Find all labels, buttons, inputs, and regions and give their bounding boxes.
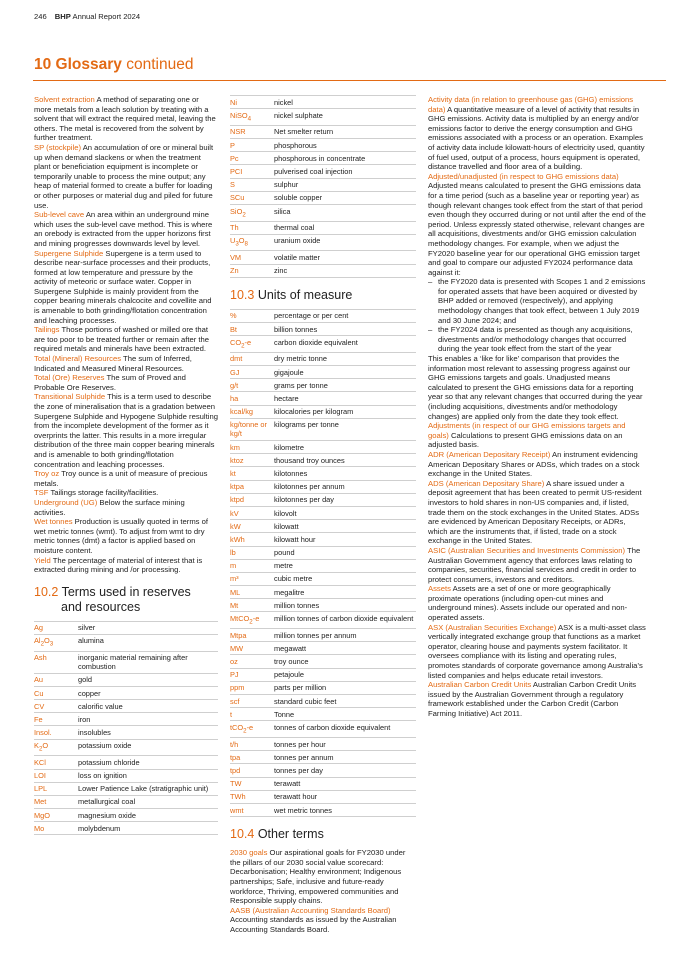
term: SP (stockpile) (34, 142, 81, 152)
table-row (230, 586, 416, 599)
table-row (230, 309, 416, 322)
table-row (230, 454, 416, 467)
abbreviation: kW (230, 520, 274, 533)
title-main: 10 Glossary (34, 56, 122, 73)
table-row (230, 152, 416, 165)
table-row (230, 804, 416, 817)
meaning: grams per tonne (274, 379, 416, 392)
term: Supergene Sulphide (34, 248, 104, 258)
abbreviation: dmt (230, 352, 274, 365)
abbreviation: t (230, 708, 274, 721)
section-title-line1: Terms used in reserves (61, 584, 191, 599)
table-row (230, 520, 416, 533)
section-heading-10-3 (230, 288, 416, 303)
glossary-entry (34, 392, 218, 469)
definition: An area within an underground mine which uses the sub-level cave method. This is where an orebody is extracted from the upper horizons first and mining progresses downwards level by level. (34, 210, 213, 248)
meaning: nickel (274, 96, 416, 109)
glossary-entries (428, 421, 646, 718)
bullet-item: – the FY2024 data is presented as though any acquisitions, divestments and/or methodology changes that occurred during the year took effect from the start of the year (438, 325, 646, 354)
meaning: Lower Patience Lake (stratigraphic unit) (78, 782, 218, 795)
meaning: molybdenum (78, 822, 218, 835)
column-2 (230, 95, 416, 935)
abbreviation: ML (230, 586, 274, 599)
meaning: kilocalories per kilogram (274, 405, 416, 418)
glossary-entry (34, 373, 218, 392)
page-header (34, 12, 140, 21)
meaning: parts per million (274, 681, 416, 694)
meaning: copper (78, 686, 218, 699)
definition: Accounting standards as issued by the Australian Accounting Standards Board. (230, 915, 397, 934)
abbreviation: Th (230, 221, 274, 234)
definition-continued: This enables a ‘like for like’ comparison that provides the information most relevant to assessing progress against our GHG emissions targets and goals. Unadjusted means calculated to present the GHG emissions data for a reporting year so that any relevant changes that occurred during the year (including acquisitions, divestments and/or methodology changes) are applied only from the date they took effect. (428, 354, 643, 421)
glossary-entries (34, 95, 218, 575)
meaning: gold (78, 673, 218, 686)
abbreviation: ha (230, 392, 274, 405)
meaning: kilowatt hour (274, 533, 416, 546)
table-row (230, 642, 416, 655)
meaning: soluble copper (274, 191, 416, 204)
table-row (230, 695, 416, 708)
term: Assets (428, 584, 451, 594)
abbreviation: tpd (230, 764, 274, 777)
definition: A quantitative measure of a level of activity that results in GHG emissions. Activity data is multiplied by an energy and/or emissions factor to derive the energy consumption and GHG emissions associated with a process or an operation. Examples of activity data include kilowatt-hours of electricity used, quantity of fuel used, output of a process, hours equipment is operated, distance travelled and floor area of a building. (428, 104, 645, 172)
meaning: carbon dioxide equivalent (274, 336, 416, 353)
abbreviation: % (230, 309, 274, 322)
glossary-entry (428, 623, 646, 681)
table-row (34, 713, 218, 726)
table-row (34, 686, 218, 699)
table-row (230, 629, 416, 642)
section-number: 10.2 (34, 584, 59, 599)
section-number: 10.3 (230, 287, 255, 302)
term: Total (Mineral) Resources (34, 354, 122, 364)
table-row (230, 493, 416, 506)
glossary-entry (428, 479, 646, 546)
table-row (230, 405, 416, 418)
table-row (230, 366, 416, 379)
term: ADR (American Depositary Receipt) (428, 449, 551, 459)
meaning: metallurgical coal (78, 795, 218, 808)
table-row (34, 809, 218, 822)
glossary-entry (34, 469, 218, 488)
definition: ASX is a multi-asset class vertically integrated exchange group that functions as a market operator, clearing house and payments system facilitator. It oversees compliance with its listing and operating rules, promotes standards of corporate governance among Australia’s listed companies and helps educate retail investors. (428, 622, 646, 680)
definition: The Australian Government agency that enforces laws relating to companies, securities, financial services and credit in order to protect consumers, investors and creditors. (428, 545, 641, 584)
abbreviation: m³ (230, 572, 274, 585)
abbreviation: MgO (34, 809, 78, 822)
units-table (230, 309, 416, 817)
meaning: million tonnes (274, 599, 416, 612)
glossary-entry (428, 546, 646, 584)
definition: The sum of Inferred, Indicated and Measured Mineral Resources. (34, 354, 192, 373)
table-row (230, 379, 416, 392)
meaning: pound (274, 546, 416, 559)
abbreviation: scf (230, 695, 274, 708)
abbreviation: lb (230, 546, 274, 559)
abbreviation: MtCO$_2$-e (230, 612, 274, 629)
abbreviation: Bt (230, 323, 274, 336)
term: 2030 goals (230, 848, 268, 858)
table-row (230, 418, 416, 440)
meaning: Tonne (274, 708, 416, 721)
abbreviation: CV (34, 700, 78, 713)
glossary-entry (34, 325, 218, 354)
table-row (230, 599, 416, 612)
table-row (34, 756, 218, 769)
glossary-entry (428, 680, 646, 718)
term: Activity data (in relation to greenhouse gas (GHG) emissions data) (428, 95, 634, 114)
table-row (230, 764, 416, 777)
meaning: iron (78, 713, 218, 726)
section-title: Other terms (257, 827, 324, 842)
abbreviation: t/h (230, 738, 274, 751)
title-rule (33, 80, 666, 81)
term: ADS (American Depositary Share) (428, 478, 545, 488)
meaning: kilograms per tonne (274, 418, 416, 440)
abbreviation: Pc (230, 152, 274, 165)
definition: Adjusted means calculated to present the GHG emissions data for a time period (such as a baseline year or reporting year) as though relevant changes took effect from the start of that period even though they occurred during or not until after the end of the period. Unless expressly stated otherwise, relevant changes are all acquisitions, divestments and/or GHG emission calculation methodology changes. For example, when we adjust the FY2020 baseline year for our operational GHG emission target and goal to compare our adjusted FY2024 performance data against it: (428, 181, 646, 277)
definition: The sum of Proved and Probable Ore Reserves. (34, 373, 186, 392)
meaning: phosphorous in concentrate (274, 152, 416, 165)
definition: An accumulation of ore or mineral built up when demand slackens or when the treatment plant or beneficiation equipment is incomplete or temporarily unable to process the mine output; any heap of material formed to create a buffer for loading or other purposes or material dug and piled for future use. (34, 142, 214, 210)
definition: Assets are a set of one or more geographically proximate operations (including open-cut mines and underground mines). Assets include our operated and non-operated assets. (428, 584, 628, 623)
table-row (230, 777, 416, 790)
abbreviation: LOI (34, 769, 78, 782)
definition: Troy ounce is a unit of measure of precious metals. (34, 469, 208, 488)
meaning: nickel sulphate (274, 109, 416, 126)
table-row (230, 738, 416, 751)
term: Adjustments (in respect of our GHG emissions targets and goals) (428, 421, 626, 440)
abbreviation: PCI (230, 165, 274, 178)
meaning: loss on ignition (78, 769, 218, 782)
abbreviation: PJ (230, 668, 274, 681)
meaning: kilowatt (274, 520, 416, 533)
abbreviation: KCl (34, 756, 78, 769)
meaning: kilotonnes (274, 467, 416, 480)
abbreviation: GJ (230, 366, 274, 379)
table-row (230, 721, 416, 738)
term: Sub-level cave (34, 210, 85, 220)
term: Wet tonnes (34, 517, 73, 527)
table-row (34, 621, 218, 634)
company-name: BHP (54, 12, 71, 21)
table-row (230, 790, 416, 803)
meaning: petajoule (274, 668, 416, 681)
abbreviation: Met (34, 795, 78, 808)
meaning: potassium chloride (78, 756, 218, 769)
table-row (230, 441, 416, 454)
abbreviation: VM (230, 251, 274, 264)
meaning: dry metric tonne (274, 352, 416, 365)
table-row (34, 795, 218, 808)
abbreviation: ktoz (230, 454, 274, 467)
abbreviation: ktpd (230, 493, 274, 506)
abbreviation: Fe (34, 713, 78, 726)
table-row (230, 480, 416, 493)
meaning: sulphur (274, 178, 416, 191)
definition: Production is usually quoted in terms of wet metric tonnes (wmt). To adjust from wmt to dry metric tonnes (dmt) a factor is applied based on moisture content. (34, 517, 208, 555)
glossary-entry (34, 210, 218, 248)
table-row (230, 352, 416, 365)
table-row (230, 751, 416, 764)
glossary-entry (34, 556, 218, 575)
meaning: inorganic material remaining after combustion (78, 651, 218, 673)
abbreviation: g/t (230, 379, 274, 392)
meaning: alumina (78, 634, 218, 651)
abbreviation: LPL (34, 782, 78, 795)
term: TSF (34, 488, 49, 498)
term: ASX (Australian Securities Exchange) (428, 622, 557, 632)
abbreviation: m (230, 559, 274, 572)
table-row (34, 673, 218, 686)
glossary-entry (34, 488, 218, 498)
meaning: troy ounce (274, 655, 416, 668)
definition: This is a term used to describe the zone of mineralisation that is a gradation between Supergene Sulphide and Hypogene Sulphide resulting from the incomplete development of the former as it overprints the latter. This results in a more irregular distribution of the three main copper bearing minerals and is amenable to both grinding/flotation concentration and leaching processes. (34, 392, 218, 469)
abbreviation: Mtpa (230, 629, 274, 642)
abbreviation: Ag (34, 621, 78, 634)
glossary-entry (428, 172, 646, 278)
meaning: gigajoule (274, 366, 416, 379)
section-title: Units of measure (257, 287, 353, 302)
table-row (230, 234, 416, 251)
meaning: calorific value (78, 700, 218, 713)
term: Australian Carbon Credit Units (428, 680, 532, 690)
term: ASIC (Australian Securities and Investments Commission) (428, 545, 626, 555)
meaning: kilotonnes per annum (274, 480, 416, 493)
meaning: tonnes of carbon dioxide equivalent (274, 721, 416, 738)
glossary-entry (34, 95, 218, 143)
glossary-entry (428, 421, 646, 450)
table-row (34, 822, 218, 835)
definition: Below the surface mining activities. (34, 497, 185, 517)
reserves-terms-table-cont (230, 95, 416, 278)
abbreviation: TW (230, 777, 274, 790)
meaning: terawatt hour (274, 790, 416, 803)
table-row (230, 668, 416, 681)
page-title (34, 56, 193, 74)
table-row (230, 612, 416, 629)
abbreviation: $CO_2-e$ (230, 336, 274, 353)
abbreviation: kg/tonne or kg/t (230, 418, 274, 440)
abbreviation: kWh (230, 533, 274, 546)
glossary-entry (34, 517, 218, 555)
table-row (230, 336, 416, 353)
meaning: potassium oxide (78, 739, 218, 756)
glossary-entry (34, 143, 218, 210)
table-row (230, 178, 416, 191)
table-row (230, 392, 416, 405)
definition: Tailings storage facility/facilities. (50, 488, 159, 498)
table-row (34, 651, 218, 673)
abbreviation: $U_3O_8$ (230, 234, 274, 251)
term: Total (Ore) Reserves (34, 373, 105, 383)
table-row (34, 782, 218, 795)
term: Troy oz (34, 469, 60, 479)
abbreviation: Mt (230, 599, 274, 612)
section-heading-10-4 (230, 827, 416, 842)
abbreviation: tpa (230, 751, 274, 764)
glossary-entry (428, 95, 646, 172)
meaning: million tonnes per annum (274, 629, 416, 642)
table-row (230, 323, 416, 336)
abbreviation: P (230, 139, 274, 152)
glossary-entry (428, 584, 646, 622)
meaning: thousand troy ounces (274, 454, 416, 467)
table-row (230, 655, 416, 668)
meaning: thermal coal (274, 221, 416, 234)
meaning: insolubles (78, 726, 218, 739)
term: Transitional Sulphide (34, 392, 106, 402)
title-continued: continued (126, 56, 194, 73)
meaning: zinc (274, 264, 416, 277)
abbreviation: ktpa (230, 480, 274, 493)
reserves-terms-table (34, 621, 218, 836)
meaning: standard cubic feet (274, 695, 416, 708)
abbreviation: Au (34, 673, 78, 686)
abbreviation: MW (230, 642, 274, 655)
abbreviation: kV (230, 506, 274, 519)
table-row (230, 204, 416, 221)
abbreviation: wmt (230, 804, 274, 817)
definition: A share issued under a deposit agreement that has been created to permit US-resident investors to hold shares in non-US companies and, if listed, trade them on the stock exchanges in the United States. ADSs are evidenced by American Depositary Receipts, or ADRs, which are the instruments that, if listed, trade on a stock exchange in the United States. (428, 478, 642, 546)
abbreviation: TWh (230, 790, 274, 803)
meaning: magnesium oxide (78, 809, 218, 822)
table-row (230, 467, 416, 480)
table-row (230, 139, 416, 152)
meaning: uranium oxide (274, 234, 416, 251)
table-row (230, 109, 416, 126)
abbreviation: Cu (34, 686, 78, 699)
glossary-entry (230, 848, 416, 906)
section-heading-10-2 (34, 585, 218, 615)
table-row (230, 165, 416, 178)
table-row (230, 681, 416, 694)
abbreviation: tCO$_2$-e (230, 721, 274, 738)
abbreviation: $K_2O$ (34, 739, 78, 756)
meaning: megalitre (274, 586, 416, 599)
abbreviation: SiO$_2$ (230, 204, 274, 221)
table-row (34, 726, 218, 739)
report-name: Annual Report 2024 (72, 12, 141, 21)
meaning: kilotonnes per day (274, 493, 416, 506)
meaning: hectare (274, 392, 416, 405)
abbreviation: $Al_2O_3$ (34, 634, 78, 651)
meaning: volatile matter (274, 251, 416, 264)
abbreviation: kcal/kg (230, 405, 274, 418)
term: Tailings (34, 325, 60, 335)
glossary-entry (428, 450, 646, 479)
meaning: cubic metre (274, 572, 416, 585)
abbreviation: Zn (230, 264, 274, 277)
meaning: Net smelter return (274, 125, 416, 138)
table-row (34, 739, 218, 756)
meaning: phosphorous (274, 139, 416, 152)
meaning: silica (274, 204, 416, 221)
bullet-list (428, 277, 646, 354)
section-number: 10.4 (230, 827, 255, 842)
table-row (230, 708, 416, 721)
abbreviation: km (230, 441, 274, 454)
glossary-entry (34, 249, 218, 326)
glossary-entry (34, 354, 218, 373)
table-row (230, 572, 416, 585)
abbreviation: oz (230, 655, 274, 668)
table-row (230, 96, 416, 109)
meaning: billion tonnes (274, 323, 416, 336)
table-row (34, 634, 218, 651)
section-title-line2: and resources (61, 599, 141, 614)
definition: Our aspirational goals for FY2030 under the pillars of our 2030 social value scorecard: Decarbonisation; Healthy environment; Indigenous partnerships; Safe, inclusive and future-ready workforce, Thriving, empowered communities and Responsible supply chains. (230, 848, 406, 906)
table-row (230, 191, 416, 204)
meaning: metre (274, 559, 416, 572)
table-row (34, 700, 218, 713)
meaning: megawatt (274, 642, 416, 655)
column-3 (428, 95, 646, 719)
term: Solvent extraction (34, 95, 95, 104)
term: AASB (Australian Accounting Standards Board) (230, 905, 391, 915)
column-1 (34, 95, 218, 835)
definition: The percentage of material of interest that is extracted during mining and /or processing. (34, 555, 203, 575)
meaning: pulverised coal injection (274, 165, 416, 178)
abbreviation: Mo (34, 822, 78, 835)
definition: An instrument evidencing American Depositary Shares or ADSs, which trades on a stock exchange in the United States. (428, 449, 640, 479)
definition: Those portions of washed or milled ore that are too poor to be treated further or remain after the required metals and minerals have been extracted. (34, 325, 209, 354)
abbreviation: Ash (34, 651, 78, 673)
term: Yield (34, 555, 51, 565)
table-row (34, 769, 218, 782)
term: Underground (UG) (34, 497, 98, 507)
meaning: silver (78, 621, 218, 634)
term: Adjusted/unadjusted (in respect to GHG emissions data) (428, 171, 619, 181)
glossary-entry (230, 906, 416, 935)
abbreviation: Ni (230, 96, 274, 109)
table-row (230, 221, 416, 234)
other-terms-entries (230, 848, 416, 934)
table-row (230, 264, 416, 277)
abbreviation: ppm (230, 681, 274, 694)
abbreviation: SCu (230, 191, 274, 204)
table-row (230, 546, 416, 559)
abbreviation: NSR (230, 125, 274, 138)
meaning: tonnes per hour (274, 738, 416, 751)
glossary-entry (34, 498, 218, 517)
table-row (230, 559, 416, 572)
definition: Supergene is a term used to describe near-surface processes and their products, formed at low temperature and pressure by the activity of meteoric or surface water. Copper in Supergene Sulphide is mainly provident from the copper bearing minerals chalcocite and covellite and is amenable to both grinding/flotation concentration and leaching processes. (34, 248, 212, 325)
meaning: kilometre (274, 441, 416, 454)
abbreviation: NiSO$_4$ (230, 109, 274, 126)
page-number: 246 (34, 12, 47, 21)
abbreviation: S (230, 178, 274, 191)
meaning: tonnes per annum (274, 751, 416, 764)
table-row (230, 533, 416, 546)
meaning: million tonnes of carbon dioxide equivalent (274, 612, 416, 629)
table-row (230, 506, 416, 519)
abbreviation: Insol. (34, 726, 78, 739)
definition: Calculations to present GHG emissions data on an adjusted basis. (428, 430, 623, 450)
table-row (230, 251, 416, 264)
definition: Australian Carbon Credit Units issued by the Australian Government through a regulatory framework established under the Carbon Credit (Carbon Farming Initiative) Act 2011. (428, 680, 637, 718)
bullet-item: – the FY2020 data is presented with Scopes 1 and 2 emissions for operated assets that have been acquired or divested by BHP added or removed (respectively), and applying methodology changes that took effect, between 1 July 2019 and 30 June 2024; and (438, 277, 646, 325)
table-row (230, 125, 416, 138)
meaning: kilovolt (274, 506, 416, 519)
meaning: percentage or per cent (274, 309, 416, 322)
abbreviation: kt (230, 467, 274, 480)
meaning: wet metric tonnes (274, 804, 416, 817)
meaning: terawatt (274, 777, 416, 790)
definition: A method of separating one or more metals from a leach solution by treating with a solvent that will extract the required metal, leaving the others. The metal is recovered from the solvent by further treatment. (34, 95, 216, 143)
meaning: tonnes per day (274, 764, 416, 777)
